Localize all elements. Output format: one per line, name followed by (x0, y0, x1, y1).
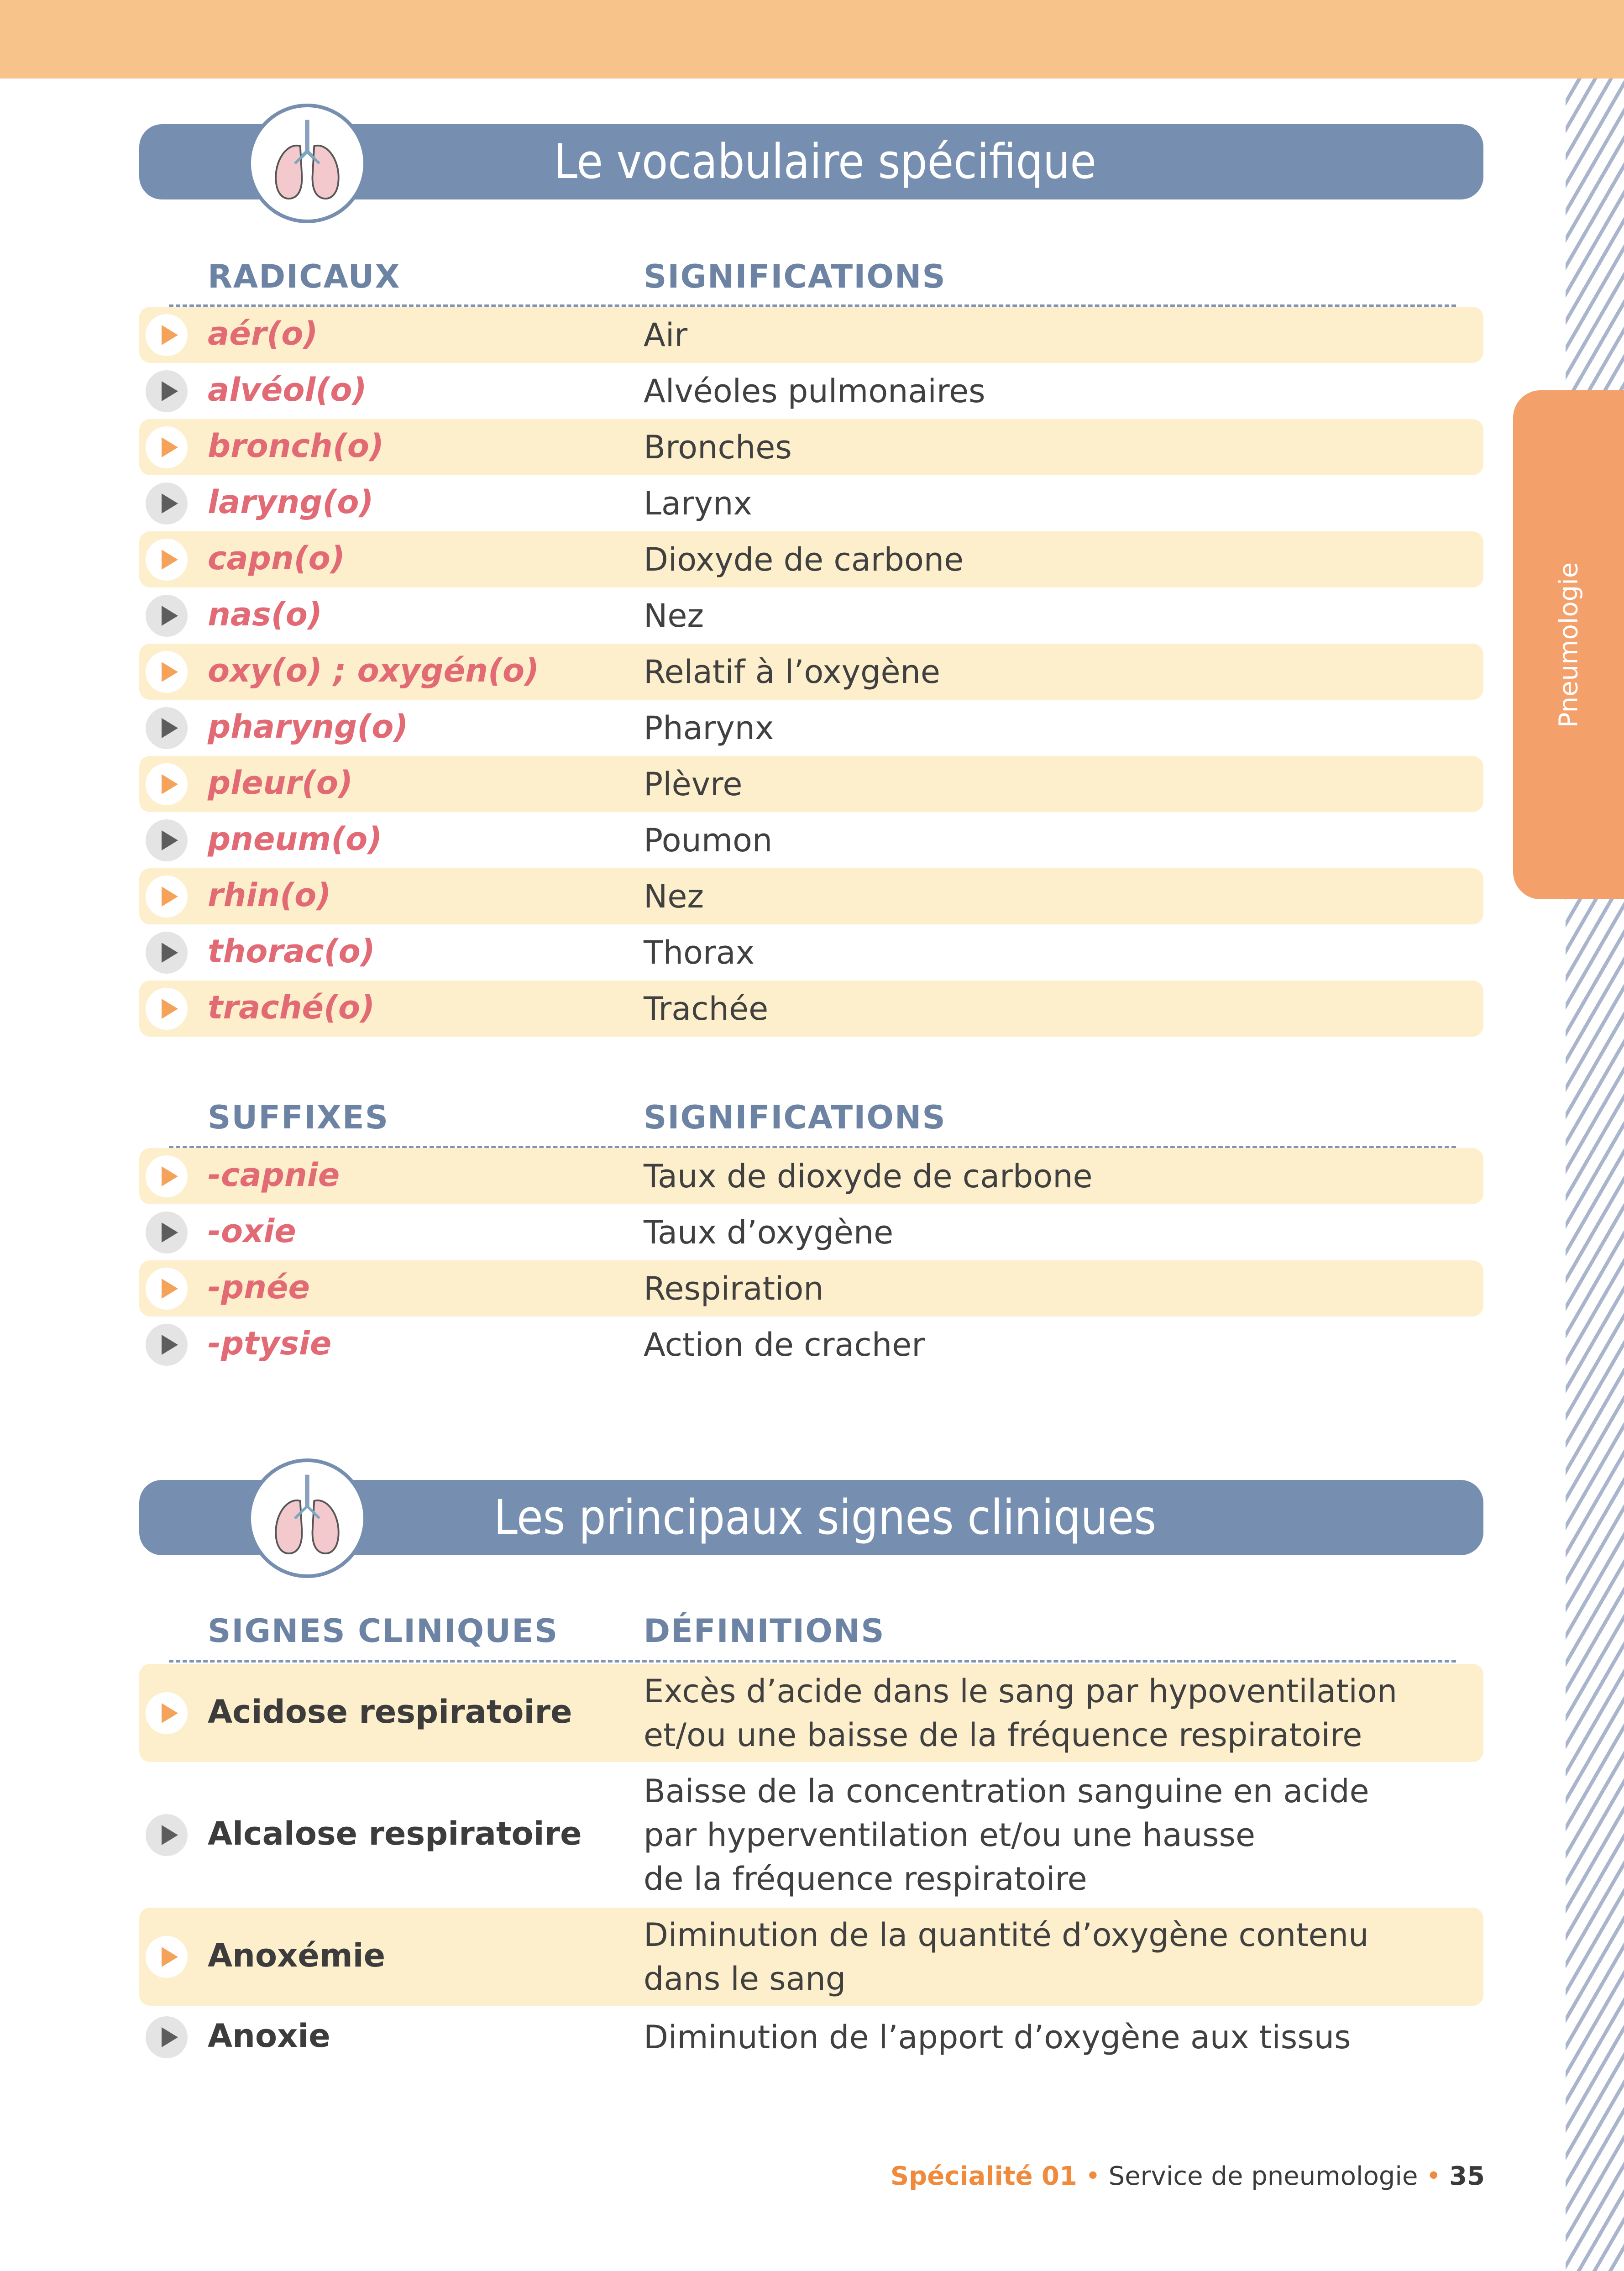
meaning: Nez (644, 877, 704, 915)
play-bullet-icon (146, 1814, 188, 1856)
table-row (139, 307, 1483, 363)
footer-service: Service de pneumologie (1108, 2161, 1418, 2191)
table-row (139, 700, 1483, 756)
column-header-suffixes: SUFFIXES (208, 1099, 389, 1136)
table-row (139, 981, 1483, 1037)
table-row (139, 1204, 1483, 1260)
page-footer (891, 2161, 1485, 2191)
definition-line: par hyperventilation et/ou une hausse (644, 1816, 1256, 1854)
term: nas(o) (208, 595, 322, 633)
dashed-divider (169, 1660, 1456, 1663)
table-row (139, 1148, 1483, 1204)
definition-line: Excès d’acide dans le sang par hypoventilation (644, 1672, 1398, 1710)
definition-line: dans le sang (644, 1960, 846, 1998)
meaning: Taux d’oxygène (644, 1213, 894, 1251)
play-bullet-icon (146, 1324, 188, 1366)
column-header-significations: SIGNIFICATIONS (644, 258, 946, 295)
term: Acidose respiratoire (208, 1693, 572, 1731)
term: laryng(o) (208, 483, 374, 521)
play-bullet-icon (146, 595, 188, 637)
meaning: Relatif à l’oxygène (644, 653, 940, 691)
table-row (139, 2009, 1483, 2065)
term: aér(o) (208, 315, 318, 352)
section-title: Le vocabulaire spécifique (554, 134, 1096, 189)
table-row (139, 924, 1483, 981)
term: pleur(o) (208, 764, 353, 802)
table-row (139, 1765, 1483, 1904)
term: bronch(o) (208, 427, 384, 465)
column-header-significations-2: SIGNIFICATIONS (644, 1099, 946, 1136)
play-bullet-icon (146, 651, 188, 693)
page-number: 35 (1449, 2161, 1485, 2191)
term: Alcalose respiratoire (208, 1815, 582, 1852)
play-bullet-icon (146, 1212, 188, 1254)
play-bullet-icon (146, 370, 188, 412)
side-tab[interactable] (1513, 390, 1624, 899)
play-bullet-icon (146, 2016, 188, 2058)
meaning: Nez (644, 597, 704, 635)
meaning: Thorax (644, 934, 755, 971)
table-row (139, 812, 1483, 868)
footer-separator: • (1426, 2161, 1441, 2191)
meaning: Air (644, 316, 688, 354)
meaning: Alvéoles pulmonaires (644, 372, 985, 410)
play-bullet-icon (146, 1155, 188, 1197)
column-header-radicaux: RADICAUX (208, 258, 401, 295)
play-bullet-icon (146, 426, 188, 468)
play-bullet-icon (146, 539, 188, 581)
footer-separator: • (1085, 2161, 1100, 2191)
term: thorac(o) (208, 932, 375, 970)
meaning: Respiration (644, 1269, 824, 1307)
section-title: Les principaux signes cliniques (493, 1490, 1157, 1545)
term: -pnée (208, 1268, 310, 1306)
footer-specialty: Spécialité 01 (890, 2161, 1077, 2191)
meaning: Poumon (644, 821, 773, 859)
top-color-band (0, 0, 1624, 79)
table-row (139, 587, 1483, 644)
table-row (139, 868, 1483, 924)
term: rhin(o) (208, 876, 331, 914)
lungs-icon (247, 1458, 367, 1578)
definition-line: Diminution de l’apport d’oxygène aux tissus (644, 2018, 1351, 2056)
play-bullet-icon (146, 819, 188, 861)
definition-line: de la fréquence respiratoire (644, 1860, 1087, 1898)
term: pharyng(o) (208, 708, 409, 745)
table-row (139, 1260, 1483, 1316)
table-row (139, 1316, 1483, 1373)
term: Anoxie (208, 2017, 330, 2055)
term: pneum(o) (208, 820, 382, 858)
term: oxy(o) ; oxygén(o) (208, 651, 540, 689)
play-bullet-icon (146, 1936, 188, 1978)
meaning: Pharynx (644, 709, 774, 747)
meaning: Dioxyde de carbone (644, 540, 964, 578)
table-row (139, 419, 1483, 475)
play-bullet-icon (146, 314, 188, 356)
term: -oxie (208, 1212, 296, 1250)
term: -capnie (208, 1156, 340, 1194)
play-bullet-icon (146, 1268, 188, 1310)
term: Anoxémie (208, 1936, 386, 1974)
meaning: Taux de dioxyde de carbone (644, 1157, 1093, 1195)
table-row (139, 644, 1483, 700)
column-header-definitions: DÉFINITIONS (644, 1612, 885, 1650)
play-bullet-icon (146, 988, 188, 1030)
term: -ptysie (208, 1324, 332, 1362)
lungs-icon (247, 104, 367, 223)
play-bullet-icon (146, 1692, 188, 1734)
side-tab-label: Pneumologie (1554, 562, 1583, 728)
play-bullet-icon (146, 483, 188, 524)
term: alvéol(o) (208, 371, 367, 409)
meaning: Trachée (644, 990, 769, 1028)
play-bullet-icon (146, 932, 188, 974)
play-bullet-icon (146, 763, 188, 805)
meaning: Bronches (644, 428, 792, 466)
definition-line: Baisse de la concentration sanguine en acide (644, 1772, 1369, 1810)
term: capn(o) (208, 539, 345, 577)
column-header-signes-cliniques: SIGNES CLINIQUES (208, 1612, 559, 1650)
meaning: Action de cracher (644, 1326, 925, 1364)
definition-line: Diminution de la quantité d’oxygène contenu (644, 1916, 1369, 1954)
meaning: Plèvre (644, 765, 743, 803)
meaning: Larynx (644, 484, 752, 522)
table-row (139, 756, 1483, 812)
table-row (139, 531, 1483, 587)
play-bullet-icon (146, 707, 188, 749)
table-row (139, 363, 1483, 419)
definition-line: et/ou une baisse de la fréquence respiratoire (644, 1716, 1362, 1754)
table-row (139, 1664, 1483, 1762)
table-row (139, 475, 1483, 531)
term: traché(o) (208, 988, 375, 1026)
table-row (139, 1908, 1483, 2006)
play-bullet-icon (146, 876, 188, 918)
